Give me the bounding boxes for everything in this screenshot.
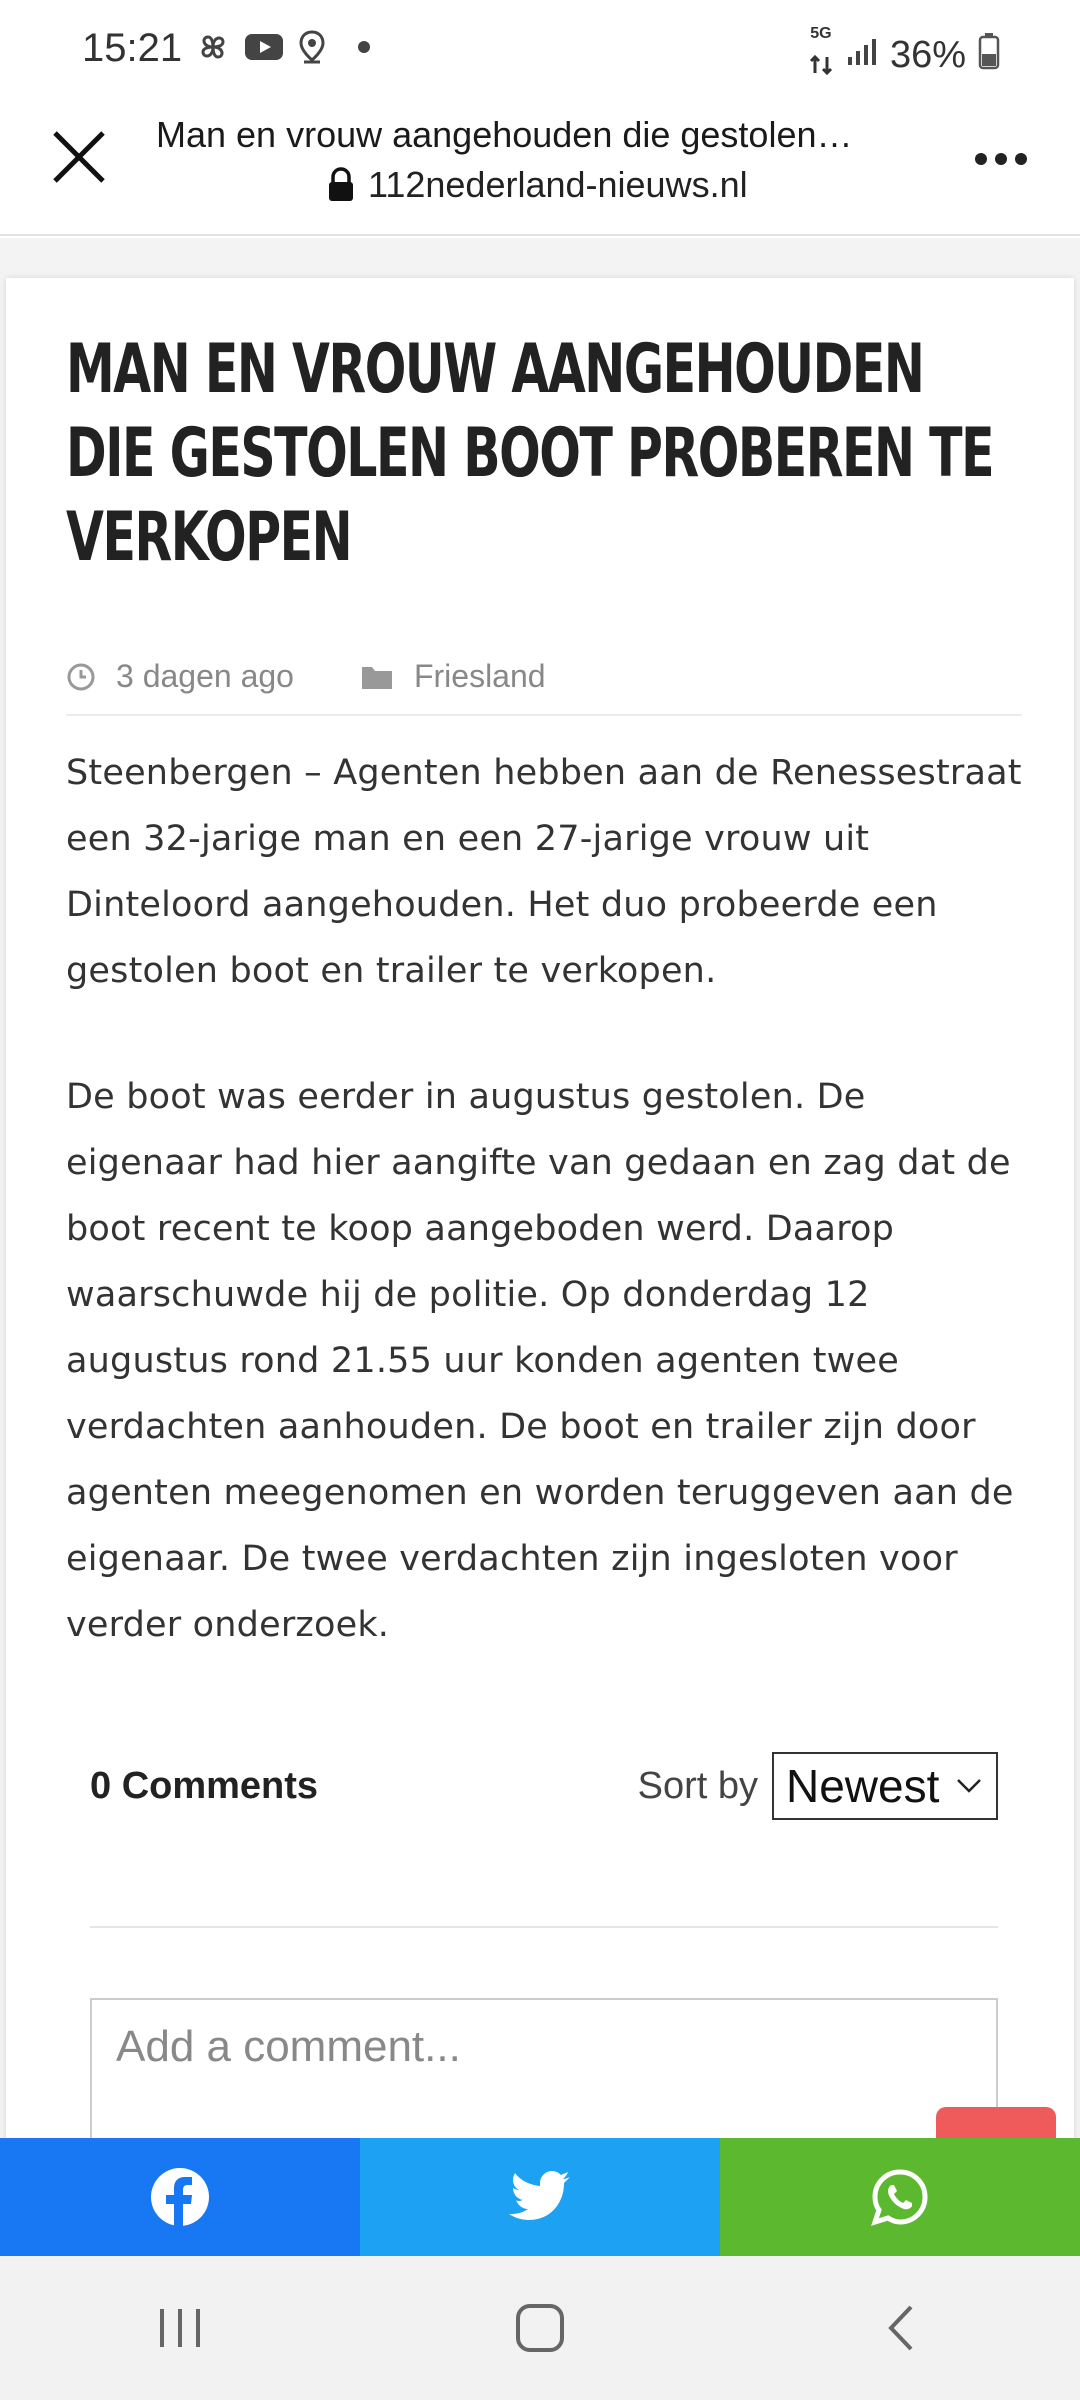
dot-icon	[358, 41, 370, 53]
clock-icon	[66, 662, 96, 692]
youtube-icon	[244, 32, 284, 62]
pinwheel-icon	[196, 30, 230, 64]
back-button[interactable]	[840, 2278, 960, 2378]
whatsapp-icon	[871, 2168, 929, 2226]
battery-percent: 36%	[889, 34, 966, 76]
status-icons-left	[196, 30, 370, 64]
article-meta	[66, 658, 1022, 716]
location-icon	[298, 30, 326, 64]
sort-label: Sort by	[637, 1764, 758, 1807]
home-button[interactable]	[480, 2278, 600, 2378]
article-title: MAN EN VROUW AANGEHOUDEN DIE GESTOLEN BOOT PROBEREN TE VERKOPEN	[66, 330, 994, 577]
article-paragraph: Steenbergen – Agenten hebben aan de Renessestraat een 32-jarige man en een 27-jarige vrouw uit Dinteloord aangehouden. Het duo probeerde een gestolen boot en trailer te verkopen.	[66, 753, 1022, 991]
folder-icon	[360, 663, 394, 691]
recent-apps-button[interactable]	[120, 2278, 240, 2378]
status-right	[808, 26, 1000, 85]
status-time: 15:21	[82, 26, 183, 70]
comments-divider	[90, 1926, 998, 1928]
article-category[interactable]	[360, 658, 546, 695]
domain-text: 112nederland-nieuws.nl	[368, 164, 748, 205]
comment-input[interactable]: Add a comment...	[90, 1998, 998, 2198]
lock-icon	[326, 167, 356, 203]
page-content	[0, 238, 1080, 2138]
article-card	[6, 278, 1074, 2178]
sort-control	[638, 1752, 998, 1820]
page-domain[interactable]	[326, 164, 748, 206]
article-paragraph: De boot was eerder in augustus gestolen. De eigenaar had hier aangifte van gedaan en zag dat de boot recent te koop aangeboden werd. Daarop waarschuwde hij de politie. Op donderdag 12 augustus rond 21.55 uur konden agenten twee verdachten aanhouden. De boot en trailer zijn door agenten meegenomen en worden teruggeven aan de eigenaar. De twee verdachten zijn ingesloten voor verder onderzoek.	[66, 1077, 1014, 1645]
article-date	[66, 658, 294, 695]
recent-apps-icon	[155, 2305, 205, 2351]
browser-header	[0, 100, 1080, 236]
comments-count: 0 Comments	[90, 1764, 319, 1807]
system-nav-bar	[0, 2256, 1080, 2400]
share-facebook-button[interactable]	[0, 2138, 360, 2256]
sort-select[interactable]	[772, 1752, 998, 1820]
article-body	[66, 740, 1026, 1718]
sort-value: Newest	[786, 1760, 940, 1812]
signal-icon	[846, 34, 878, 77]
twitter-icon	[509, 2171, 571, 2223]
home-icon	[514, 2302, 566, 2354]
article-category-text[interactable]: Friesland	[413, 658, 546, 694]
battery-icon	[978, 32, 1000, 80]
network-indicator	[808, 26, 834, 85]
comments-header	[90, 1746, 998, 1826]
page-title: Man en vrouw aangehouden die gestolen…	[156, 114, 853, 155]
facebook-icon	[150, 2167, 210, 2227]
share-whatsapp-button[interactable]	[720, 2138, 1080, 2256]
network-label: 5G	[810, 25, 832, 42]
article-date-text: 3 dagen ago	[116, 658, 294, 694]
chevron-down-icon	[956, 1778, 982, 1794]
share-bar	[0, 2138, 1080, 2256]
back-icon	[883, 2303, 917, 2353]
close-icon	[49, 127, 109, 187]
share-twitter-button[interactable]	[360, 2138, 720, 2256]
more-options-button[interactable]	[966, 134, 1036, 184]
more-icon	[975, 153, 987, 165]
close-button[interactable]	[44, 122, 114, 192]
status-bar	[0, 0, 1080, 100]
